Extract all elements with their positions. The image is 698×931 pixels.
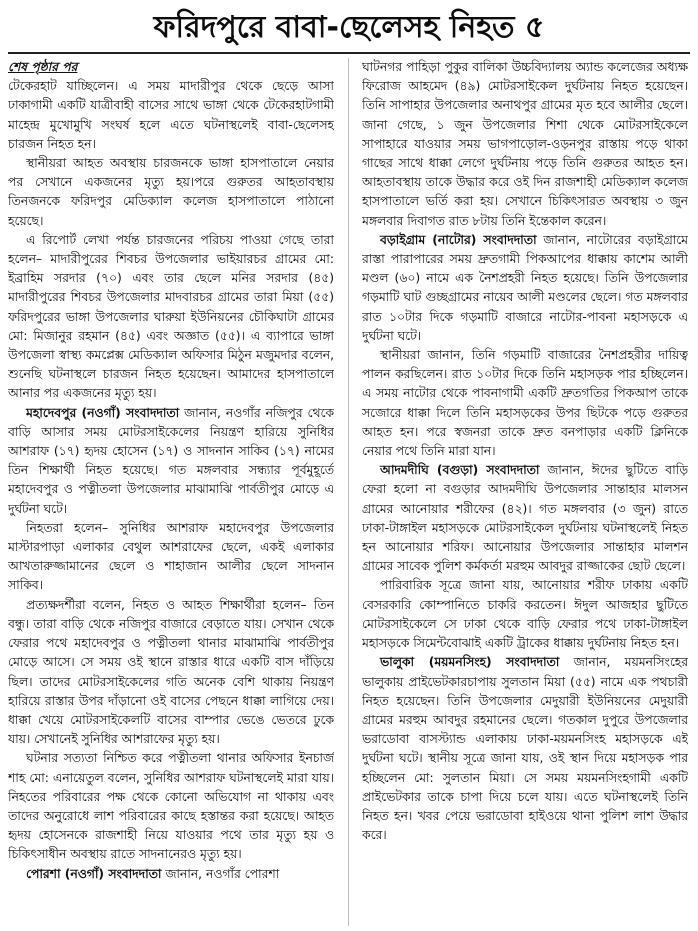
article-text: জানান, ময়মনসিংহের ভালুকায় প্রাইভেটকারচাপায় সুলতান মিয়া (৫৫) নামে এক পথচারী নিহত হয়েছেন। তিনি উপজেলার মেদুয়ারী ইউনিয়নের মেদুয়ারী গ্রামের মরহুম আবদুর রহমানের ছেলে। গতকাল দুপুরে উপজেলার ভরাডোবা বাসস্ট্যান্ড এলাকায় ঢাকা-ময়মনসিংহ মহাসড়কে এই দুর্ঘটনা ঘটে। স্থানীয় সূত্রে জানা যায়, ওই স্থান দিয়ে মহাসড়ক পার হচ্ছিলেন মো: সুলতান মিয়া। সে সময় ময়মনসিংহগামী একটি প্রাইভেটকার তাকে চাপা দিয়ে চলে যায়। এতে ঘটনাস্থলেই তিনি নিহত হন। খবর পেয়ে ভরাডোবা হাইওয়ে থানা পুলিশ লাশ উদ্ধার করে। <box>362 655 688 843</box>
continuation-paragraph <box>8 58 334 77</box>
article-paragraph: নিহতরা হলেন– সুনিধির আশরাফ মহাদেবপুর উপজেলার মাস্টারপাড়া এলাকার বেথুল আশরাফের ছেলে, একই এলাকার আখতারুজ্জামানের ছেলে ও শাহাজান আলীর ছেলে সাদনান সাকিব। <box>8 520 334 593</box>
article-paragraph: স্থানীয়রা জানান, তিনি গড়মাটি বাজারের নৈশপ্রহরীর দায়িত্ব পালন করছিলেন। রাত ১০টার দিকে তিনি মহাসড়ক পার হচ্ছিলেন। এ সময় নাটোর থেকে পাবনাগামী একটি দ্রুতগতির পিকআপ তাকে সজোরে ধাক্কা দিলে তিনি মহাসড়কের উপর ছিটকে পড়ে গুরুতর আহত হন। পরে স্বজনরা তাকে দ্রুত বনপাড়ার একটি ক্লিনিকে নেয়ার পথে তিনি মারা যান। <box>362 348 688 459</box>
article-paragraph <box>362 461 688 576</box>
article-text: জানান, নাটোরের বড়াইগ্রামে রাস্তা পারাপারের সময় দ্রুতগামী পিকআপের ধাক্কায় কাশেম আলী মণ্ডল (৬০) নামে এক নৈশপ্রহরী নিহত হয়েছে। তিনি উপজেলার গড়মাটি ঘাট গুচ্ছগ্রামের নায়েব আলী মণ্ডলের ছেলে। গত মঙ্গলবার রাত ১০টার দিকে গড়মাটি বাজারে নাটোর-পাবনা মহাসড়কে এ দুর্ঘটনা ঘটে। <box>362 232 688 343</box>
article-text: জানান, নওগাঁর পোরশা <box>161 866 280 881</box>
dateline: আদমদীঘি (বগুড়া) সংবাদদাতা <box>380 463 540 478</box>
dateline: বড়াইগ্রাম (নাটোর) সংবাদদাতা <box>380 232 537 247</box>
dateline: ভালুকা (ময়মনসিংহ) সংবাদদাতা <box>380 655 560 670</box>
dateline: মহাদেবপুর (নওগাঁ) সংবাদদাতা <box>26 405 180 420</box>
article-paragraph: ঘাটনগর পাহিড়া পুকুর বালিকা উচ্চবিদ্যালয় অ্যান্ড কলেজের অধ্যক্ষ ফিরোজ আহমেদ (৪৯) মোটরসাইকেল দুর্ঘটনায় নিহত হয়েছেন। তিনি সাপাহার উপজেলার অনাথপুর গ্রামের মৃত হবে আলীর ছেলে। জানা গেছে, ১ জুন উপজেলার শিশা থেকে মোটরসাইকেলে সাপাহারে যাওয়ার সময় ভাগপাড়োল-ওড়নপুর রাস্তায় পড়ে থাকা গাছের সাথে ধাক্কা লেগে দুর্ঘটনায় পড়ে তিনি গুরুতর আহত হন। আহতাবস্থায় তাকে উদ্ধার করে ওই দিন রাজশাহী মেডিক্যাল কলেজ হাসপাতালে ভর্তি করা হয়। সেখানে চিকিৎসারত অবস্থায় ৩ জুন মঙ্গলবার দিবাগত রাত ৮টায় তিনি ইন্তেকাল করেন। <box>362 60 688 228</box>
article-paragraph: টেকেরহাট যাচ্ছিলেন। এ সময় মাদারীপুর থেকে ছেড়ে আসা ঢাকাগামী একটি যাত্রীবাহী বাসের সাথে ভাঙ্গা থেকে টেকেরহাটগামী মাহেন্দ্র মুখোমুখি সংঘর্ষ হলে এতে ঘটনাস্থলেই বাবা-ছেলেসহ চারজন নিহত হন। <box>8 79 334 151</box>
article-paragraph <box>8 404 334 519</box>
article-text: জানান, ঈদের ছুটিতে বাড়ি ফেরা হলো না বগুড়ার আদমদীঘি উপজেলার সান্তাহার মালসন গ্রামের আনোয়ার শরীফের (৪২)। গত মঙ্গলবার (৩ জুন) রাতে ঢাকা-টাঙ্গাইল মহাসড়কে মোটরসাইকেল দুর্ঘটনায় ঘটনাস্থলেই নিহত হন আনোয়ার শরিফ। আনোয়ার উপজেলার সান্তাহার মালশন গ্রামের সাবেক পুলিশ কর্মকর্তা মরহুম আবদুর রাজ্জাকের ছোট ছেলে। <box>362 463 688 574</box>
article-text: জানান, নওগাঁর নজিপুর থেকে বাড়ি আসার সময় মোটরসাইকেলের নিয়ন্ত্রণ হারিয়ে সুনিধির আশরাফ (১৭) হৃদয় হোসেন (১৭) ও সাদনান সাকিব (১৭) নামের তিন শিক্ষার্থী নিহত হয়েছে। গত মঙ্গলবার সন্ধ্যার পূর্বমুহূর্তে মহাদেবপুর ও পত্নীতলা উপজেলার মাঝামাঝি পার্বতীপুর মোড়ে এ দুর্ঘটনা ঘটে। <box>8 405 334 516</box>
left-column <box>8 58 334 926</box>
headline-rule <box>8 52 690 54</box>
article-paragraph: এ রিপোর্ট লেখা পর্যন্ত চারজনের পরিচয় পাওয়া গেছে তারা হলেন– মাদারীপুরের শিবচর উপজেলার ভাইয়ারচর গ্রামের মো: ইব্রাহিম সরদার (৭০) এবং তার ছেলে মনির সরদার (৪৫) মাদারীপুরের শিবচর উপজেলার মাদবারচর গ্রামের তারা মিয়া (৫৫) ফরিদপুরের ভাঙ্গা উপজেলার ঘারুয়া ইউনিয়নের চৌকিঘাটা গ্রামের মো: মিজানুর রহমান (৪৫) এবং অজ্ঞাত (৫৫)। এ ব্যাপারে ভাঙ্গা উপজেলা স্বাস্থ্য কমপ্লেক্স মেডিক্যাল অফিসার মিঠুন মজুমদার বলেন, শুনেছি ঘটনাস্থলে চারজন নিহত হয়েছেন। আমাদের হাসপাতালে আনার পর একজনের মৃত্যু হয়। <box>8 232 334 401</box>
article-paragraph <box>362 653 688 845</box>
column-divider <box>348 58 349 926</box>
dateline: পোরশা (নওগাঁ) সংবাদদাতা <box>26 866 162 881</box>
article-paragraph: স্থানীয়রা আহত অবস্থায় চারজনকে ভাঙ্গা হাসপাতালে নেয়ার পর সেখানে একজনের মৃত্যু হয়।পরে গুরুতর আহতাবস্থায় তিনজনকে ফরিদপুর মেডিক্যাল কলেজ হাসপাতালে পাঠানো হয়েছে। <box>8 156 334 228</box>
article-paragraph: পারিবারিক সূত্রে জানা যায়, আনোয়ার শরীফ ঢাকায় একটি বেসরকারি কোম্পানিতে চাকরি করতেন। ঈদুল আজহার ছুটিতে মোটরসাইকেলে সে ঢাকা থেকে বাড়ি ফেরার পথে ঢাকা-টাঙ্গাইল মহাসড়কে সিমেন্টবোঝাই একটি ট্রাকের ধাক্কায় দুর্ঘটনায় নিহত হন। <box>362 578 688 651</box>
article-paragraph <box>362 231 688 346</box>
article-paragraph: প্রত্যক্ষদর্শীরা বলেন, নিহত ও আহত শিক্ষার্থীরা হলেন– তিন বন্ধু। তারা বাড়ি থেকে নজিপুর বাজারে বেড়াতে যায়। সেখান থেকে ফেরার পথে মহাদেবপুর ও পত্নীতলা থানার মাঝামাঝি পার্বতীপুর মোড়ে আসে। সে সময় ওই স্থানে রাস্তার ধারে একটি বাস দাঁড়িয়ে ছিল। তাদের মোটরসাইকেলের গতি অনেক বেশি থাকায় নিয়ন্ত্রণ হারিয়ে রাস্তার উপর দাঁড়ানো ওই বাসের পেছনে ধাক্কা লাগিয়ে দেয়। ধাক্কা খেয়ে মোটরসাইকেলটি বাসের বাম্পার ভেঙে ভেতরে ঢুকে যায়। সেখানেই সুনিধির আশরাফের মৃত্যু হয়। <box>8 597 334 747</box>
right-column <box>362 58 688 926</box>
continued-from-kicker: শেষ পৃষ্ঠার পর <box>8 60 78 74</box>
article-paragraph: ঘটনার সত্যতা নিশ্চিত করে পত্নীতলা থানার অফিসার ইনচার্জ শাহ মো: এনায়েতুল বলেন, সুনিধির আশরাফ ঘটনাস্থলেই মারা যায়। নিহতের পরিবারের পক্ষ থেকে কোনো অভিযোগ না থাকায় এবং তাদের অনুরোধে লাশ পরিবারের কাছে হস্তান্তর করা হয়েছে। আহত হৃদয় হোসেনকে রাজশাহী নিয়ে যাওয়ার পথে তার মৃত্যু হয় ও চিকিৎসাধীন অবস্থায় রাতে সাদনানেরও মৃত্যু হয়। <box>8 751 334 862</box>
headline: ফরিদপুরে বাবা-ছেলেসহ নিহত ৫ <box>153 10 545 45</box>
article-paragraph <box>8 865 334 884</box>
